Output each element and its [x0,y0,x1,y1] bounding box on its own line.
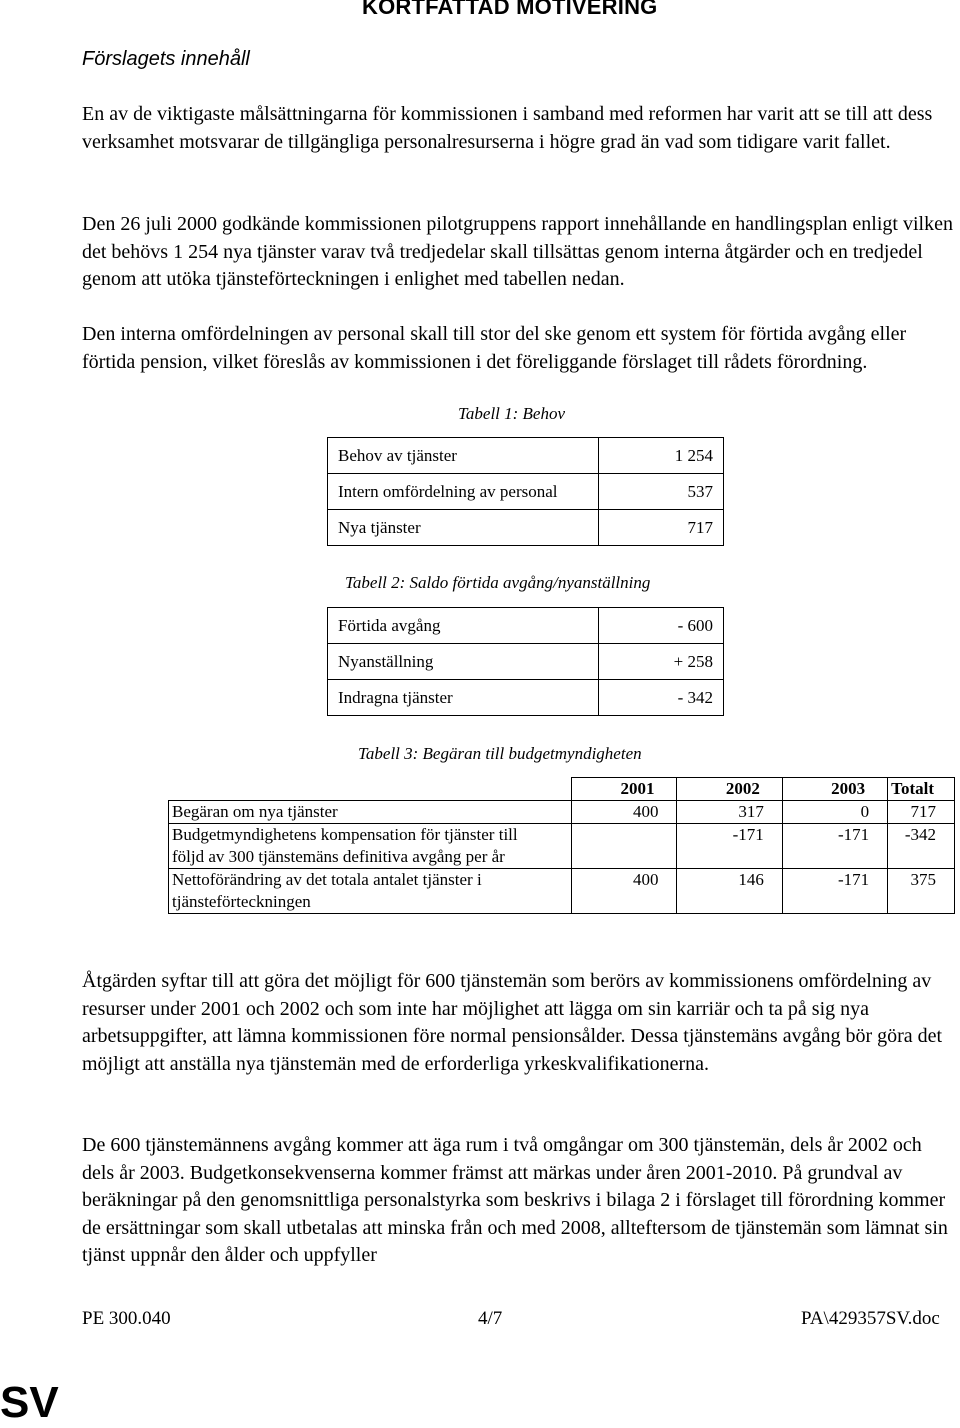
section-title: Förslagets innehåll [82,48,250,70]
table-cell-value: 146 [677,869,782,914]
table-balance [327,607,724,716]
paragraph-1: En av de viktigaste målsättningarna för kommissionen i samband med reformen har varit att se till att dess verksamhet motsvarar de tillgängliga personalresurserna i högre grad än vad som tidigare varit fallet. [82,103,933,153]
table-cell-value: 717 [888,801,955,824]
paragraph-5: De 600 tjänstemännens avgång kommer att äga rum i två omgångar om 300 tjänstemän, dels år 2002 och dels år 2003. Budgetkonsekvenserna kommer främst att märkas under åren 2001-2010. På grundval av beräkningar på den genomsnittliga personalstyrka som beskrivs i bilaga 2 i förslaget till förordning kommer de ersättningar som skall utbetalas att minska från och med 2008, allteftersom de tjänstemän som lämnat sin tjänst uppnår den ålder och uppfyller [82,1134,948,1266]
table-row [328,644,724,680]
table-row [169,869,955,914]
table-cell-value: 400 [572,801,677,824]
table-cell-value: -342 [888,824,955,869]
table-cell-label: Indragna tjänster [328,680,599,716]
table-cell-label: Behov av tjänster [328,438,599,474]
table-header-blank [169,778,572,801]
paragraph-4: Åtgärden syftar till att göra det möjligt för 600 tjänstemän som berörs av kommissionens omfördelning av resurser under 2001 och 2002 och som inte har möjlighet att lägga om sin karriär och ta på sig nya arbetsuppgifter, att lämna kommissionen före normal pensionsålder. Dessa tjänstemäns avgång bör göra det möjligt att anställa nya tjänstemän med de erforderliga yrkeskvalifikationerna. [82,970,943,1075]
table-cell-label: Begäran om nya tjänster [169,801,572,824]
table-cell-label: Nyanställning [328,644,599,680]
table-header-row [169,778,955,801]
table-cell-value [572,824,677,869]
table-cell-label: Nya tjänster [328,510,599,546]
table-cell-value: -171 [782,824,887,869]
table-header-cell: 2002 [677,778,782,801]
table-cell-value: - 342 [599,680,724,716]
table-cell-value: - 600 [599,608,724,644]
table-row [328,510,724,546]
table-cell-label: Nettoförändring av det totala antalet tjänster i tjänsteförteckningen [169,869,572,914]
table3-caption: Tabell 3: Begäran till budgetmyndigheten [358,744,642,763]
table1-caption: Tabell 1: Behov [458,404,566,423]
paragraph-2: Den 26 juli 2000 godkände kommissionen pilotgruppens rapport innehållande en handlingsplan enligt vilken det behövs 1 254 nya tjänster varav två tredjedelar skall tillsättas genom interna åtgärder och en tredjedel genom att utöka tjänsteförteckningen i enlighet med tabellen nedan. [82,213,953,290]
document-heading: KORTFATTAD MOTIVERING [362,0,658,19]
footer-page-number: 4/7 [478,1308,503,1329]
table-cell-value: 317 [677,801,782,824]
footer-file-name: PA\429357SV.doc [801,1308,940,1329]
table2-caption: Tabell 2: Saldo förtida avgång/nyanställning [345,573,651,592]
table-header-cell: 2001 [572,778,677,801]
table-row [328,680,724,716]
table-cell-value: 0 [782,801,887,824]
table-row [328,438,724,474]
table-row [328,474,724,510]
table-cell-value: -171 [677,824,782,869]
table-cell-value: 400 [572,869,677,914]
table-budget-request [168,777,955,914]
language-code: SV [0,1378,59,1427]
table-cell-label: Budgetmyndighetens kompensation för tjänster till följd av 300 tjänstemäns definitiva avgång per år [169,824,572,869]
table-cell-label: Förtida avgång [328,608,599,644]
table-cell-label: Intern omfördelning av personal [328,474,599,510]
table-row [169,824,955,869]
table-cell-value: 1 254 [599,438,724,474]
table-cell-value: -171 [782,869,887,914]
table-header-cell: Totalt [888,778,955,801]
table-row [169,801,955,824]
footer-document-ref: PE 300.040 [82,1308,171,1329]
table-cell-value: + 258 [599,644,724,680]
table-needs [327,437,724,546]
paragraph-3: Den interna omfördelningen av personal skall till stor del ske genom ett system för förtida avgång eller förtida pension, vilket föreslås av kommissionen i det föreliggande förslaget till rådets förordning. [82,323,907,373]
table-cell-value: 717 [599,510,724,546]
table-header-cell: 2003 [782,778,887,801]
table-cell-value: 537 [599,474,724,510]
table-row [328,608,724,644]
table-cell-value: 375 [888,869,955,914]
